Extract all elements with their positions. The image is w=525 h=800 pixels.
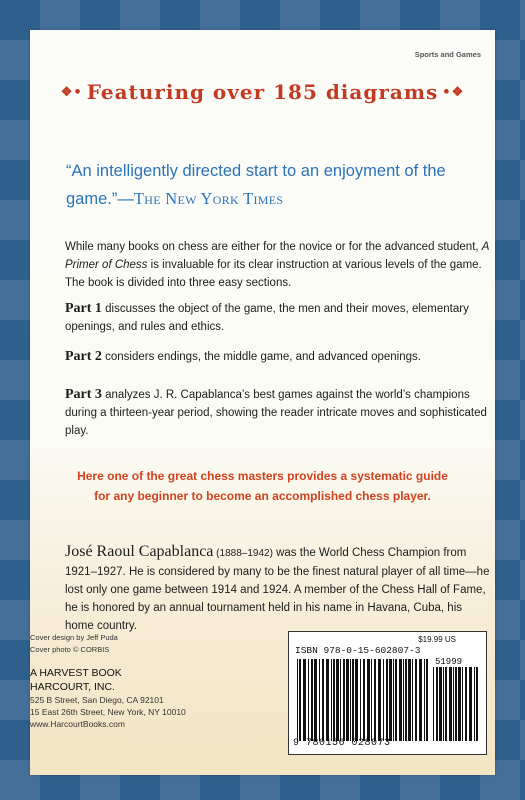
intro-text-end: is invaluable for its clear instruction at various levels of the game. The book is divided into three easy sections. <box>65 259 482 289</box>
intro-text-start: While many books on chess are either for the novice or for the advanced student, <box>65 241 482 253</box>
tagline <box>30 466 495 506</box>
barcode-box <box>288 631 487 755</box>
ornament-left-icon: ❖• <box>60 85 83 100</box>
tagline-line-1: Here one of the great chess masters provides a systematic guide <box>77 469 448 483</box>
genre-label: Sports and Games <box>414 50 481 59</box>
cover-design-credit: Cover design by Jeff Puda <box>30 633 118 642</box>
price-barcode-icon <box>432 667 480 741</box>
publisher-website: www.HarcourtBooks.com <box>30 719 125 729</box>
feature-banner <box>30 80 495 104</box>
part-1-paragraph <box>65 300 490 336</box>
ean-barcode-icon <box>296 659 428 741</box>
credits-block <box>30 632 250 730</box>
isbn-label: ISBN 978-0-15-602807-3 <box>295 645 421 656</box>
price-label: $19.99 US <box>418 635 456 644</box>
publisher-imprint: A HARVEST BOOK <box>30 667 122 679</box>
author-name: José Raoul Capablanca <box>65 543 214 560</box>
author-bio <box>65 543 490 635</box>
part-2-text: considers endings, the middle game, and advanced openings. <box>101 351 421 363</box>
publisher-name: HARCOURT, INC. <box>30 681 115 693</box>
quote-text: “An intelligently directed start to an enjoyment of the game.”— <box>66 162 446 208</box>
feature-text: Featuring over 185 diagrams <box>86 80 439 104</box>
quote-source: The New York Times <box>133 189 284 208</box>
part-3-text: analyzes J. R. Capablanca’s best games against the world’s champions during a thirteen-year period, showing the reader intricate moves and sophisticated play. <box>65 389 487 437</box>
tagline-line-2: for any beginner to become an accomplished chess player. <box>94 489 431 503</box>
part-1-label: Part 1 <box>65 301 102 316</box>
ornament-right-icon: •❖ <box>442 85 465 100</box>
review-quote <box>66 158 486 213</box>
publisher-address-2: 15 East 26th Street, New York, NY 10010 <box>30 707 186 717</box>
intro-paragraph <box>65 238 490 292</box>
addon-number: 51999 <box>435 657 463 667</box>
book-title: A Primer of Chess <box>65 241 490 271</box>
author-years: (1888–1942) <box>213 548 273 559</box>
part-1-text: discusses the object of the game, the men and their moves, elementary openings, and rules and ethics. <box>65 303 469 333</box>
part-2-label: Part 2 <box>65 349 102 364</box>
part-3-label: Part 3 <box>65 387 102 402</box>
back-cover-panel <box>30 30 495 775</box>
part-3-paragraph <box>65 386 490 440</box>
bio-text: was the World Chess Champion from 1921–1927. He is considered by many to be the finest natural player of all time—he lost only one game between 1914 and 1924. A member of the Chess Hall of Fame, he is honored by an annual tournament held in his name in Havana, Cuba, his home country. <box>65 547 490 632</box>
publisher-address-1: 525 B Street, San Diego, CA 92101 <box>30 695 164 705</box>
ean-number: 9 780156 028073 <box>293 738 391 749</box>
cover-photo-credit: Cover photo © CORBIS <box>30 645 110 654</box>
part-2-paragraph <box>65 348 490 366</box>
